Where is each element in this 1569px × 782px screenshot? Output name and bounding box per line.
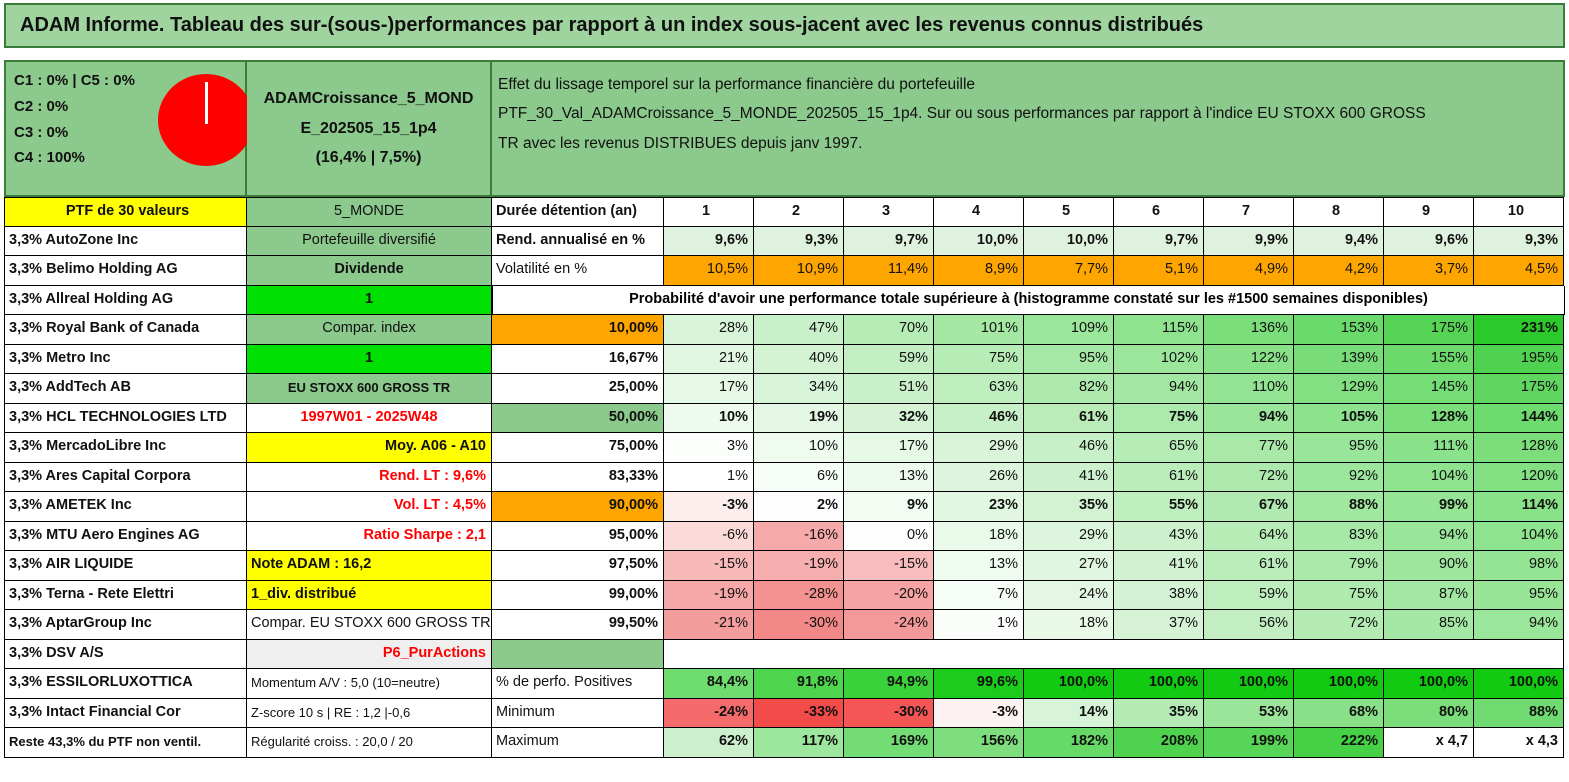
quantile-value: 75% [934, 345, 1024, 375]
maximum-value: 222% [1294, 728, 1384, 758]
quantile-value: -15% [664, 551, 754, 581]
quantile-value: 28% [664, 315, 754, 345]
quantile-value: 94% [1204, 404, 1294, 434]
quantile-value: 92% [1294, 463, 1384, 493]
maximum-value: 182% [1024, 728, 1114, 758]
quantile-value: 101% [934, 315, 1024, 345]
info-cell: 1 [247, 286, 492, 316]
table-row [4, 197, 1565, 227]
quantile-value: 65% [1114, 433, 1204, 463]
vol-value: 10,9% [754, 256, 844, 286]
quantile-value: 9% [844, 492, 934, 522]
quantile-value: 99% [1384, 492, 1474, 522]
table-row [4, 463, 1565, 493]
holding-name: 3,3% AIR LIQUIDE [4, 551, 247, 581]
row-label: Rend. annualisé en % [492, 227, 664, 257]
table-row [4, 640, 1565, 670]
quantile-value: 77% [1204, 433, 1294, 463]
minimum-value: -33% [754, 699, 844, 729]
quantile-value: 46% [1024, 433, 1114, 463]
maximum-value: 208% [1114, 728, 1204, 758]
quantile-label: 50,00% [492, 404, 664, 434]
quantile-value: 144% [1474, 404, 1564, 434]
quantile-value: -16% [754, 522, 844, 552]
description-line-1: Effet du lissage temporel sur la performance financière du portefeuille [498, 76, 976, 93]
quantile-label: 95,00% [492, 522, 664, 552]
quantile-value: 128% [1384, 404, 1474, 434]
info-cell: Z-score 10 s | RE : 1,2 |-0,6 [247, 699, 492, 729]
rend-value: 9,7% [1114, 227, 1204, 257]
minimum-value: 53% [1204, 699, 1294, 729]
rend-value: 9,3% [754, 227, 844, 257]
table-row [4, 315, 1565, 345]
row-label: % de perfo. Positives [492, 669, 664, 699]
table-row [4, 286, 1565, 316]
allocation-line-4: C4 : 100% [14, 149, 85, 167]
holding-name: 3,3% Allreal Holding AG [4, 286, 247, 316]
quantile-value: 19% [754, 404, 844, 434]
holding-name: 3,3% DSV A/S [4, 640, 247, 670]
year-header: 9 [1384, 197, 1474, 227]
quantile-value: 98% [1474, 551, 1564, 581]
quantile-value: 64% [1204, 522, 1294, 552]
rend-value: 9,6% [664, 227, 754, 257]
quantile-value: 82% [1024, 374, 1114, 404]
quantile-value: 41% [1024, 463, 1114, 493]
quantile-value: 17% [664, 374, 754, 404]
quantile-value: 63% [934, 374, 1024, 404]
quantile-value: 102% [1114, 345, 1204, 375]
perfo-positive-value: 94,9% [844, 669, 934, 699]
year-header: 1 [664, 197, 754, 227]
allocation-line-2: C2 : 0% [14, 97, 69, 115]
maximum-value: 199% [1204, 728, 1294, 758]
allocation-summary-cell [4, 60, 247, 197]
maximum-value: 169% [844, 728, 934, 758]
vol-value: 10,5% [664, 256, 754, 286]
quantile-value: 109% [1024, 315, 1114, 345]
vol-value: 4,9% [1204, 256, 1294, 286]
rend-value: 9,9% [1204, 227, 1294, 257]
holding-name: 3,3% MTU Aero Engines AG [4, 522, 247, 552]
quantile-value: 3% [664, 433, 754, 463]
holding-name: 3,3% Terna - Rete Elettri [4, 581, 247, 611]
quantile-label: 16,67% [492, 345, 664, 375]
quantile-value: 79% [1294, 551, 1384, 581]
quantile-value: 27% [1024, 551, 1114, 581]
quantile-value: -19% [664, 581, 754, 611]
table-row [4, 522, 1565, 552]
holding-name: 3,3% MercadoLibre Inc [4, 433, 247, 463]
data-grid [4, 197, 1565, 758]
perfo-positive-value: 100,0% [1024, 669, 1114, 699]
holding-name: 3,3% Royal Bank of Canada [4, 315, 247, 345]
quantile-value: 51% [844, 374, 934, 404]
table-row [4, 256, 1565, 286]
minimum-value: 14% [1024, 699, 1114, 729]
quantile-value: 104% [1384, 463, 1474, 493]
table-row [4, 699, 1565, 729]
minimum-value: -24% [664, 699, 754, 729]
maximum-value: 62% [664, 728, 754, 758]
vol-value: 11,4% [844, 256, 934, 286]
info-cell: Compar. index [247, 315, 492, 345]
quantile-value: -20% [844, 581, 934, 611]
maximum-value: 117% [754, 728, 844, 758]
info-cell: Note ADAM : 16,2 [247, 551, 492, 581]
holding-name: 3,3% AptarGroup Inc [4, 610, 247, 640]
description-line-2: PTF_30_Val_ADAMCroissance_5_MONDE_202505_15_1p4. Sur ou sous performances par rapport à l'indice EU STOXX 600 GROSS [498, 105, 1426, 123]
vol-value: 4,5% [1474, 256, 1564, 286]
table-row [4, 374, 1565, 404]
row-label: Minimum [492, 699, 664, 729]
quantile-value: -21% [664, 610, 754, 640]
vol-value: 3,7% [1384, 256, 1474, 286]
quantile-value: 61% [1204, 551, 1294, 581]
perfo-positive-value: 91,8% [754, 669, 844, 699]
quantile-value: 24% [1024, 581, 1114, 611]
row-label [492, 640, 664, 670]
quantile-value: 21% [664, 345, 754, 375]
quantile-value: -28% [754, 581, 844, 611]
maximum-value: x 4,3 [1474, 728, 1564, 758]
quantile-value: -30% [754, 610, 844, 640]
vol-value: 4,2% [1294, 256, 1384, 286]
allocation-line-3: C3 : 0% [14, 123, 69, 141]
quantile-label: 75,00% [492, 433, 664, 463]
info-cell: Rend. LT : 9,6% [247, 463, 492, 493]
probability-banner: Probabilité d'avoir une performance totale supérieure à (histogramme constaté sur les #1500 semaines disponibles) [492, 286, 1565, 316]
table-row [4, 433, 1565, 463]
info-cell: 1_div. distribué [247, 581, 492, 611]
spacer-cell [664, 640, 1564, 670]
quantile-value: 59% [1204, 581, 1294, 611]
quantile-value: 129% [1294, 374, 1384, 404]
quantile-value: 6% [754, 463, 844, 493]
quantile-value: 155% [1384, 345, 1474, 375]
quantile-value: 72% [1294, 610, 1384, 640]
info-cell: 1 [247, 345, 492, 375]
row-label: Volatilité en % [492, 256, 664, 286]
holding-name: Reste 43,3% du PTF non ventil. [4, 728, 247, 758]
perfo-positive-value: 100,0% [1384, 669, 1474, 699]
description-line-3: TR avec les revenus DISTRIBUES depuis janv 1997. [498, 134, 863, 152]
quantile-value: 47% [754, 315, 844, 345]
table-row [4, 669, 1565, 699]
info-cell: Portefeuille diversifié [247, 227, 492, 257]
quantile-value: 43% [1114, 522, 1204, 552]
year-header: 8 [1294, 197, 1384, 227]
quantile-value: 83% [1294, 522, 1384, 552]
info-cell: Régularité croiss. : 20,0 / 20 [247, 728, 492, 758]
minimum-value: -3% [934, 699, 1024, 729]
quantile-value: -15% [844, 551, 934, 581]
quantile-value: -19% [754, 551, 844, 581]
table-row [4, 345, 1565, 375]
perfo-positive-value: 100,0% [1294, 669, 1384, 699]
quantile-value: 136% [1204, 315, 1294, 345]
rend-value: 9,7% [844, 227, 934, 257]
quantile-value: 10% [754, 433, 844, 463]
info-cell: Momentum A/V : 5,0 (10=neutre) [247, 669, 492, 699]
quantile-value: 18% [1024, 610, 1114, 640]
info-cell: Vol. LT : 4,5% [247, 492, 492, 522]
quantile-value: 70% [844, 315, 934, 345]
quantile-value: 13% [844, 463, 934, 493]
info-cell: EU STOXX 600 GROSS TR [247, 374, 492, 404]
minimum-value: 88% [1474, 699, 1564, 729]
maximum-value: x 4,7 [1384, 728, 1474, 758]
quantile-value: 67% [1204, 492, 1294, 522]
quantile-value: 110% [1204, 374, 1294, 404]
table-row [4, 551, 1565, 581]
header-band [4, 60, 1565, 197]
info-cell: Dividende [247, 256, 492, 286]
quantile-value: -24% [844, 610, 934, 640]
quantile-value: 18% [934, 522, 1024, 552]
holding-name: 3,3% AddTech AB [4, 374, 247, 404]
quantile-value: 75% [1114, 404, 1204, 434]
year-header: 3 [844, 197, 934, 227]
quantile-value: 40% [754, 345, 844, 375]
table-row [4, 492, 1565, 522]
portfolio-name-cell [247, 60, 492, 197]
quantile-value: 95% [1294, 433, 1384, 463]
portfolio-name-line-3: (16,4% | 7,5%) [315, 149, 422, 167]
quantile-value: 7% [934, 581, 1024, 611]
quantile-value: 29% [1024, 522, 1114, 552]
vol-value: 7,7% [1024, 256, 1114, 286]
quantile-value: 61% [1114, 463, 1204, 493]
quantile-value: 29% [934, 433, 1024, 463]
year-header: 6 [1114, 197, 1204, 227]
minimum-value: 68% [1294, 699, 1384, 729]
quantile-label: 10,00% [492, 315, 664, 345]
quantile-value: 145% [1384, 374, 1474, 404]
quantile-value: 122% [1204, 345, 1294, 375]
quantile-value: 0% [844, 522, 934, 552]
year-header: 2 [754, 197, 844, 227]
rend-value: 9,3% [1474, 227, 1564, 257]
quantile-label: 90,00% [492, 492, 664, 522]
perfo-positive-value: 100,0% [1114, 669, 1204, 699]
allocation-line-1: C1 : 0% | C5 : 0% [14, 72, 135, 89]
info-cell: Moy. A06 - A10 [247, 433, 492, 463]
maximum-value: 156% [934, 728, 1024, 758]
quantile-label: 83,33% [492, 463, 664, 493]
rend-value: 10,0% [934, 227, 1024, 257]
page-title: ADAM Informe. Tableau des sur-(sous-)performances par rapport à un index sous-jacent avec les revenus connus distribués [20, 14, 1204, 36]
year-header: 7 [1204, 197, 1294, 227]
info-cell: P6_PurActions [247, 640, 492, 670]
description-cell [492, 60, 1565, 197]
rend-value: 10,0% [1024, 227, 1114, 257]
year-header: 10 [1474, 197, 1564, 227]
vol-value: 5,1% [1114, 256, 1204, 286]
quantile-value: 104% [1474, 522, 1564, 552]
quantile-label: 25,00% [492, 374, 664, 404]
holding-name: 3,3% AMETEK Inc [4, 492, 247, 522]
table-row [4, 728, 1565, 758]
quantile-value: 32% [844, 404, 934, 434]
ptf-title-cell: PTF de 30 valeurs [4, 197, 247, 227]
quantile-value: 34% [754, 374, 844, 404]
quantile-value: 1% [934, 610, 1024, 640]
quantile-value: 90% [1384, 551, 1474, 581]
quantile-value: 94% [1114, 374, 1204, 404]
quantile-value: 38% [1114, 581, 1204, 611]
quantile-value: 56% [1204, 610, 1294, 640]
quantile-value: 195% [1474, 345, 1564, 375]
quantile-value: 175% [1384, 315, 1474, 345]
pie-slice-divider [205, 82, 208, 124]
holding-name: 3,3% Ares Capital Corpora [4, 463, 247, 493]
quantile-value: -3% [664, 492, 754, 522]
perfo-positive-value: 100,0% [1204, 669, 1294, 699]
strategy-cell: 5_MONDE [247, 197, 492, 227]
quantile-value: 153% [1294, 315, 1384, 345]
year-header: 5 [1024, 197, 1114, 227]
quantile-value: 139% [1294, 345, 1384, 375]
quantile-value: 115% [1114, 315, 1204, 345]
quantile-value: 1% [664, 463, 754, 493]
quantile-value: 26% [934, 463, 1024, 493]
holding-name: 3,3% HCL TECHNOLOGIES LTD [4, 404, 247, 434]
pie-chart-icon [158, 74, 254, 166]
vol-value: 8,9% [934, 256, 1024, 286]
quantile-value: 231% [1474, 315, 1564, 345]
minimum-value: 80% [1384, 699, 1474, 729]
holding-name: 3,3% Belimo Holding AG [4, 256, 247, 286]
holding-name: 3,3% Metro Inc [4, 345, 247, 375]
quantile-value: 37% [1114, 610, 1204, 640]
info-cell: 1997W01 - 2025W48 [247, 404, 492, 434]
quantile-value: 2% [754, 492, 844, 522]
perfo-positive-value: 99,6% [934, 669, 1024, 699]
holding-name: 3,3% AutoZone Inc [4, 227, 247, 257]
quantile-value: 35% [1024, 492, 1114, 522]
quantile-value: -6% [664, 522, 754, 552]
quantile-value: 111% [1384, 433, 1474, 463]
table-row [4, 610, 1565, 640]
quantile-label: 97,50% [492, 551, 664, 581]
quantile-value: 72% [1204, 463, 1294, 493]
quantile-value: 94% [1474, 610, 1564, 640]
quantile-value: 75% [1294, 581, 1384, 611]
info-cell: Ratio Sharpe : 2,1 [247, 522, 492, 552]
perfo-positive-value: 84,4% [664, 669, 754, 699]
minimum-value: 35% [1114, 699, 1204, 729]
page-title-bar [4, 3, 1565, 48]
quantile-value: 59% [844, 345, 934, 375]
quantile-value: 128% [1474, 433, 1564, 463]
table-row [4, 581, 1565, 611]
perfo-positive-value: 100,0% [1474, 669, 1564, 699]
table-row [4, 404, 1565, 434]
table-row [4, 227, 1565, 257]
quantile-value: 17% [844, 433, 934, 463]
quantile-value: 13% [934, 551, 1024, 581]
portfolio-name-line-2: E_202505_15_1p4 [300, 119, 437, 137]
rend-value: 9,6% [1384, 227, 1474, 257]
quantile-value: 95% [1474, 581, 1564, 611]
year-header: 4 [934, 197, 1024, 227]
info-cell: Compar. EU STOXX 600 GROSS TR [247, 610, 492, 640]
quantile-value: 61% [1024, 404, 1114, 434]
quantile-value: 23% [934, 492, 1024, 522]
quantile-value: 46% [934, 404, 1024, 434]
quantile-value: 55% [1114, 492, 1204, 522]
row-label: Maximum [492, 728, 664, 758]
quantile-label: 99,50% [492, 610, 664, 640]
quantile-value: 114% [1474, 492, 1564, 522]
quantile-value: 95% [1024, 345, 1114, 375]
holding-name: 3,3% Intact Financial Cor [4, 699, 247, 729]
quantile-value: 105% [1294, 404, 1384, 434]
quantile-value: 87% [1384, 581, 1474, 611]
row-label: Durée détention (an) [492, 197, 664, 227]
quantile-value: 120% [1474, 463, 1564, 493]
quantile-label: 99,00% [492, 581, 664, 611]
quantile-value: 94% [1384, 522, 1474, 552]
quantile-value: 85% [1384, 610, 1474, 640]
quantile-value: 41% [1114, 551, 1204, 581]
rend-value: 9,4% [1294, 227, 1384, 257]
quantile-value: 10% [664, 404, 754, 434]
quantile-value: 175% [1474, 374, 1564, 404]
quantile-value: 88% [1294, 492, 1384, 522]
minimum-value: -30% [844, 699, 934, 729]
holding-name: 3,3% ESSILORLUXOTTICA [4, 669, 247, 699]
portfolio-name-line-1: ADAMCroissance_5_MOND [263, 90, 474, 108]
